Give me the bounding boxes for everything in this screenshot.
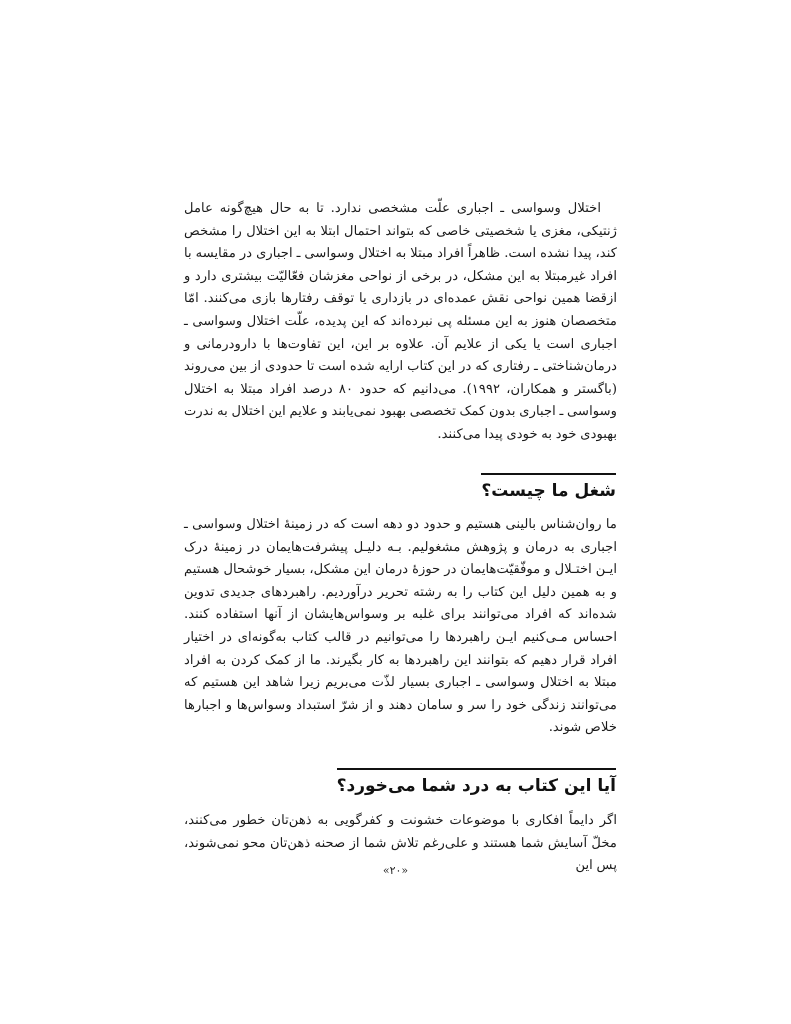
intro-paragraph: اختلال وسواسی ـ اجباری علّت مشخصی ندارد. تا به حال هیچ‌گونه عامل ژنتیکی، مغزی یا شخصیتی خاصی که بتواند احتمال ابتلا به این اختلال را مشخص کند، پیدا نشده است. ظاهراً افراد مبتلا به اختلال وسواسی ـ اجباری در مقایسه با افراد غیرمبتلا به این مشکل، در برخی از نواحی مغزشان فعّالیّت بیشتری دارد و ازقضا همین نواحی نقش عمده‌ای در بازداری یا توقف رفتارها بازی می‌کنند. امّا متخصصان هنوز به این مسئله پی نبرده‌اند که این پدیده، علّت اختلال وسواسی ـ اجباری است یا یکی از علایم آن. علاوه بر این، این تفاوت‌ها با دارودرمانی و درمان‌شناختی ـ رفتاری که در این کتاب ارایه شده است تا حدودی از بین می‌روند (باگستر و همکاران، ۱۹۹۲). می‌دانیم که حدود ۸۰ درصد افراد مبتلا به اختلال وسواسی ـ اجباری بدون کمک تخصصی بهبود نمی‌یابند و علایم این اختلال به ندرت بهبودی خود به خودی پیدا می‌کنند. xyxy=(184,201,617,442)
page-number: «۲۰» xyxy=(382,864,409,877)
is-for-you-paragraph: اگر دایماً افکاری با موضوعات خشونت و کفرگویی به ذهن‌تان خطور می‌کنند، مخلّ آسایش شما هستند و علی‌رغم تلاش شما از صحنه ذهن‌تان محو نمی‌شوند، پس این xyxy=(184,813,617,874)
intro-paragraph-block xyxy=(184,198,617,447)
section-heading-is-for-you: آیا این کتاب به درد شما می‌خورد؟ xyxy=(337,768,616,796)
section-heading-our-job: شغل ما چیست؟ xyxy=(481,473,616,501)
our-job-paragraph: ما روان‌شناس بالینی هستیم و حدود دو دهه است که در زمینهٔ اختلال وسواسی ـ اجباری به درمان و پژوهش مشغولیم. بـه دلیـل پیشرفت‌هایمان در زمینهٔ درک ایـن اختـلال و موفّقیّت‌هایمان در حوزهٔ درمان این مشکل، بسیار خوشحال هستیم و به همین دلیل این کتاب را به رشته تحریر درآوردیم. راهبردهای جدیدی تدوین شده‌اند که افراد می‌توانند برای غلبه بر وسواس‌هایشان از آنها استفاده کنند. احساس مـی‌کنیم ایـن راهبردها را می‌توانیم در قالب کتاب به‌گونه‌ای در اختیار افراد قرار دهیم که بتوانند این راهبردها به کار بگیرند. ما از کمک کردن به افراد مبتلا به اختلال وسواسی ـ اجباری بسیار لذّت می‌بریم زیرا شاهد این هستیم که می‌توانند زندگی خود را سر و سامان دهند و از شرّ استبداد وسواس‌ها و اجبارها خلاص شوند. xyxy=(184,517,617,736)
our-job-paragraph-block xyxy=(184,514,617,740)
